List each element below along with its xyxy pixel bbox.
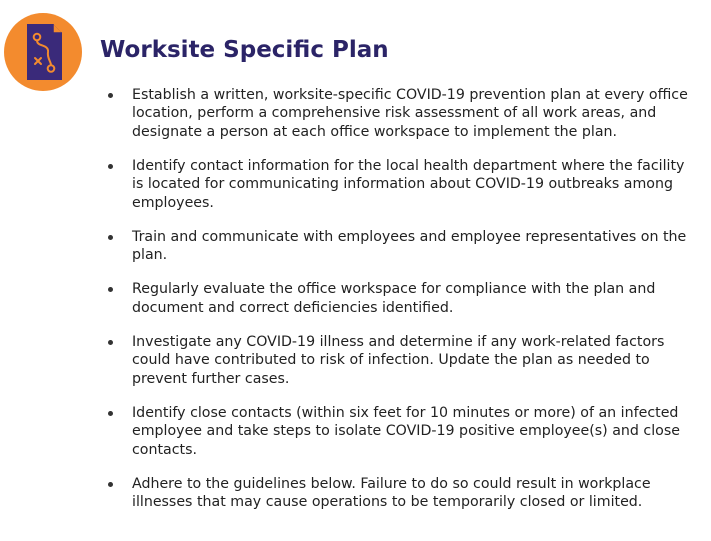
bullet-text: Establish a written, worksite-specific COVID-19 prevention plan at every office location, perform a comprehensive risk assessment of all work areas, and designate a person at each office workspace to implement the plan. — [132, 87, 688, 140]
bullet-dot — [108, 340, 113, 345]
bullet-dot — [108, 93, 113, 98]
bullet-item-train — [106, 228, 696, 265]
document-route-icon — [4, 13, 82, 91]
bullet-item-contact-info — [106, 157, 696, 212]
bullet-list — [106, 86, 696, 527]
bullet-text: Train and communicate with employees and employee representatives on the plan. — [132, 228, 687, 264]
bullet-item-investigate — [106, 333, 696, 388]
bullet-item-adhere — [106, 475, 696, 512]
bullet-dot — [108, 482, 113, 487]
bullet-text: Identify close contacts (within six feet for 10 minutes or more) of an infected employee and take steps to isolate COVID-19 positive employee(s) and close contacts. — [132, 404, 680, 458]
bullet-item-written-plan — [106, 86, 696, 141]
bullet-item-evaluate — [106, 280, 696, 317]
bullet-dot — [108, 287, 113, 292]
bullet-text: Regularly evaluate the office workspace for compliance with the plan and document and correct deficiencies identified. — [132, 281, 656, 316]
bullet-text: Investigate any COVID-19 illness and determine if any work-related factors could have contributed to risk of infection. Update the plan as needed to prevent further cases. — [132, 333, 665, 387]
page-title: Worksite Specific Plan — [100, 37, 389, 63]
bullet-text: Identify contact information for the local health department where the facility is located for communicating information about COVID-19 outbreaks among employees. — [132, 157, 685, 211]
bullet-dot — [108, 235, 113, 240]
bullet-dot — [108, 164, 113, 169]
bullet-text: Adhere to the guidelines below. Failure to do so could result in workplace illnesses that may cause operations to be temporarily closed or limited. — [132, 475, 651, 511]
plan-badge — [4, 13, 82, 91]
bullet-dot — [108, 411, 113, 416]
bullet-item-close-contacts — [106, 404, 696, 459]
